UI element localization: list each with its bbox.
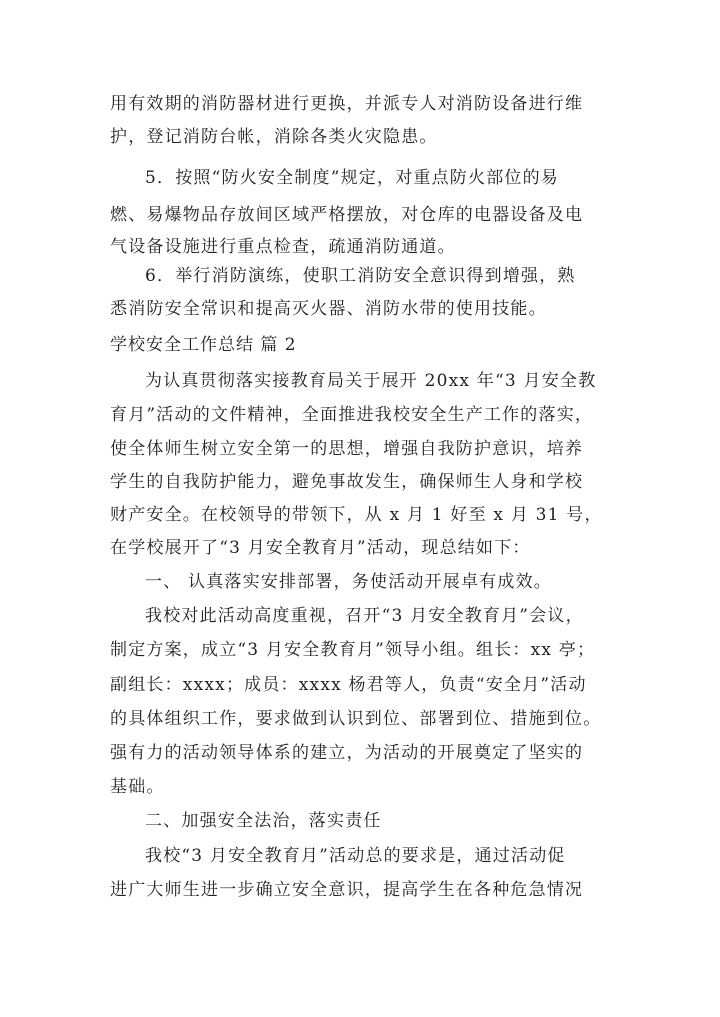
text-line: 进广大师生进一步确立安全意识，提高学生在各种危急情况 (110, 880, 584, 900)
text-line: 育月”活动的文件精神，全面推进我校安全生产工作的落实， (110, 405, 594, 425)
section-heading: 二、加强安全法治，落实责任 (145, 811, 382, 831)
text-line: 使全体师生树立安全第一的思想，增强自我防护意识，培养 (110, 439, 584, 459)
text-line: 基础。 (110, 777, 165, 797)
text-line: 用有效期的消防器材进行更换，并派专人对消防设备进行维 (110, 94, 584, 114)
text-line: 学生的自我防护能力，避免事故发生，确保师生人身和学校 (110, 472, 584, 492)
section-heading: 一、 认真落实安排部署，务使活动开展卓有成效。 (145, 572, 553, 592)
text-line: 6．举行消防演练，使职工消防安全意识得到增强，熟 (145, 266, 576, 286)
text-line: 燃、易爆物品存放间区域严格摆放，对仓库的电器设备及电 (110, 205, 584, 225)
text-line: 的具体组织工作，要求做到认识到位、部署到位、措施到位。 (110, 709, 602, 729)
text-line: 副组长：xxxx；成员：xxxx 杨君等人，负责“安全月”活动 (110, 675, 587, 695)
text-line: 我校“3 月安全教育月”活动总的要求是，通过活动促 (145, 846, 566, 866)
text-line: 5．按照“防火安全制度”规定，对重点防火部位的易 (145, 168, 559, 188)
text-line: 强有力的活动领导体系的建立，为活动的开展奠定了坚实的 (110, 743, 584, 763)
text-line: 为认真贯彻落实接教育局关于展开 20xx 年“3 月安全教 (145, 371, 597, 391)
text-line: 护，登记消防台帐，消除各类火灾隐患。 (110, 127, 438, 147)
text-line: 财产安全。在校领导的带领下，从 x 月 1 好至 x 月 31 号， (110, 505, 603, 525)
text-line: 制定方案，成立“3 月安全教育月”领导小组。组长：xx 亭； (110, 640, 596, 660)
text-line: 气设备设施进行重点检查，疏通消防通道。 (110, 237, 456, 257)
text-line: 在学校展开了“3 月安全教育月”活动，现总结如下： (110, 538, 531, 558)
text-line: 悉消防安全常识和提高灭火器、消防水带的使用技能。 (110, 299, 547, 319)
section-heading: 学校安全工作总结 篇 2 (110, 335, 297, 355)
text-line: 我校对此活动高度重视，召开“3 月安全教育月”会议， (145, 606, 584, 626)
